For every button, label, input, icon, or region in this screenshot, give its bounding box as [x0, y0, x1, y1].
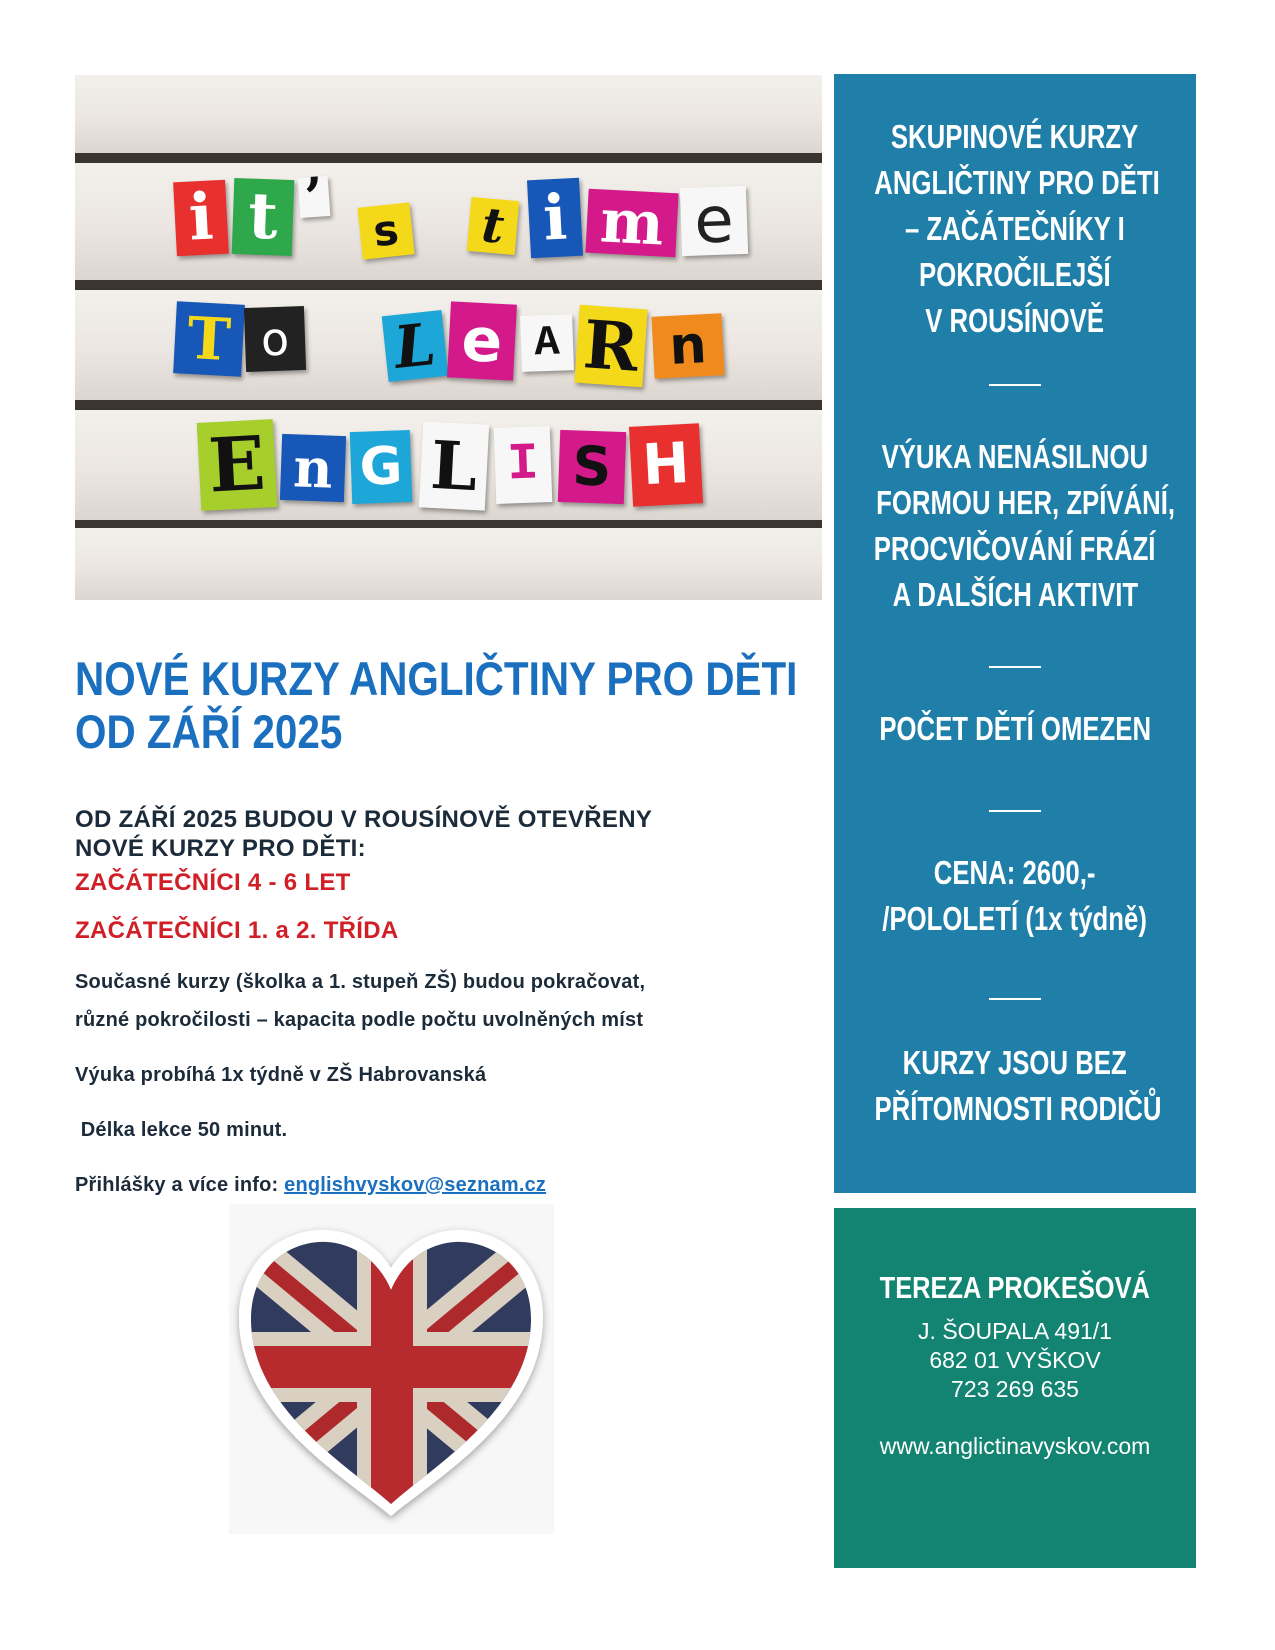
union-jack-heart-icon — [229, 1204, 554, 1534]
letter-tile: i — [173, 180, 229, 257]
letter-tile: t — [232, 178, 295, 256]
panel-block-capacity — [834, 706, 1196, 752]
panel-text-line: V ROUSÍNOVĚ — [925, 302, 1105, 339]
panel-block-method — [834, 434, 1196, 618]
panel-text-line: KURZY JSOU BEZ — [902, 1044, 1128, 1081]
contact-panel — [834, 1208, 1196, 1568]
intro-line-1: OD ZÁŘÍ 2025 BUDOU V ROUSÍNOVĚ OTEVŘENY — [75, 806, 653, 833]
panel-text-line: VÝUKA NENÁSILNOU — [881, 438, 1149, 475]
panel-block-parents — [834, 1040, 1196, 1132]
panel-divider — [989, 998, 1041, 1000]
panel-text-line: PROCVIČOVÁNÍ FRÁZÍ — [874, 530, 1156, 567]
panel-text-line: POČET DĚTÍ OMEZEN — [879, 710, 1151, 747]
intro-line-2: NOVÉ KURZY PRO DĚTI: — [75, 835, 366, 862]
letter-tile: m — [585, 189, 678, 258]
contact-street: J. ŠOUPALA 491/1 — [918, 1318, 1112, 1344]
contact-label: Přihlášky a více info: — [75, 1174, 285, 1196]
panel-text-line: /POLOLETÍ (1x týdně) — [882, 900, 1148, 937]
letter-tile: t — [467, 197, 520, 255]
panel-text-line: POKROČILEJŠÍ — [919, 256, 1111, 293]
letter-tile: n — [651, 313, 724, 379]
panel-text-line: – ZAČÁTEČNÍKY I — [905, 210, 1125, 247]
contact-name-text: TEREZA PROKEŠOVÁ — [879, 1270, 1151, 1305]
letter-tile: T — [173, 301, 245, 376]
letter-tile: G — [350, 430, 412, 504]
panel-text-line: A DALŠÍCH AKTIVIT — [892, 576, 1138, 613]
page-title-line-2: OD ZÁŘÍ 2025 — [75, 705, 343, 758]
letter-tile: L — [382, 310, 449, 382]
contact-city: 682 01 VYŠKOV — [929, 1347, 1101, 1373]
panel-text-line: FORMOU HER, ZPÍVÁNÍ, — [876, 484, 1176, 521]
panel-text-line: CENA: 2600,- — [934, 854, 1096, 891]
course-group-school: ZAČÁTEČNÍCI 1. a 2. TŘÍDA — [75, 917, 399, 944]
letter-tile: o — [244, 306, 306, 372]
panel-divider — [989, 666, 1041, 668]
contact-email-link[interactable]: englishvyskov@seznam.cz — [284, 1174, 547, 1196]
schedule-text: Výuka probíhá 1x týdně v ZŠ Habrovanská — [75, 1064, 487, 1086]
letter-tile: L — [419, 421, 489, 510]
letter-tile: H — [629, 423, 703, 507]
panel-text-line: SKUPINOVÉ KURZY — [891, 118, 1139, 155]
panel-block-price — [834, 850, 1196, 942]
letter-tile: e — [447, 301, 517, 380]
letter-tile: A — [520, 314, 574, 372]
page-title — [75, 652, 798, 758]
letter-tile: I — [494, 426, 553, 504]
intro-text — [75, 805, 795, 863]
letter-tile: S — [558, 430, 626, 504]
panel-text-line: ANGLIČTINY PRO DĚTI — [874, 164, 1160, 201]
lesson-duration-text: Délka lekce 50 minut. — [75, 1119, 288, 1141]
panel-block-courses — [834, 114, 1196, 344]
course-info-panel — [834, 74, 1196, 1193]
letter-tile: e — [680, 186, 748, 256]
letter-tile: E — [197, 419, 278, 511]
course-group-preschool: ZAČÁTEČNÍCI 4 - 6 LET — [75, 869, 351, 896]
panel-text-line: PŘÍTOMNOSTI RODIČŮ — [874, 1090, 1162, 1127]
panel-divider — [989, 810, 1041, 812]
contact-phone: 723 269 635 — [951, 1376, 1079, 1402]
contact-name — [834, 1270, 1196, 1306]
letter-tile: n — [280, 434, 346, 502]
panel-divider — [989, 384, 1041, 386]
letter-tile: ’ — [298, 176, 331, 218]
page-title-line-1: NOVÉ KURZY ANGLIČTINY PRO DĚTI — [75, 652, 798, 705]
hero-image-its-time-to-learn-english — [75, 75, 822, 600]
letter-tile: R — [574, 305, 647, 388]
letter-tile: s — [357, 202, 414, 259]
letter-tile: i — [527, 178, 583, 259]
current-courses-line-2: různé pokročilosti – kapacita podle počtu uvolněných míst — [75, 1009, 644, 1031]
current-courses-line-1: Současné kurzy (školka a 1. stupeň ZŠ) budou pokračovat, — [75, 971, 646, 993]
contact-website-link[interactable]: www.anglictinavyskov.com — [879, 1433, 1151, 1459]
union-jack-heart-image — [229, 1204, 554, 1534]
contact-line — [75, 1170, 546, 1201]
